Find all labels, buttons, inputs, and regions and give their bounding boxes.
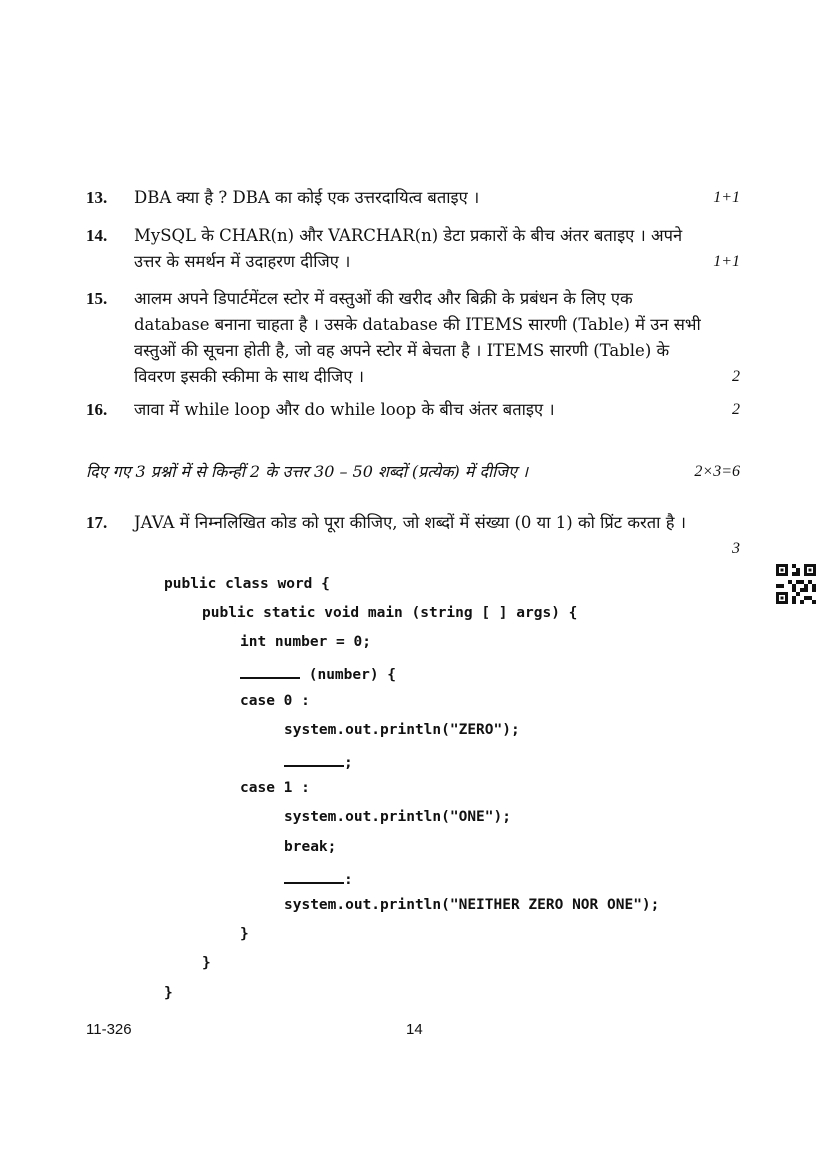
page-number: 14 [406, 1021, 423, 1038]
instruction-text: दिए गए 3 प्रश्नों में से किन्हीं 2 के उत्तर 30 – 50 शब्दों (प्रत्येक) में दीजिए । [86, 462, 529, 481]
question-text: DBA क्या है ? DBA का कोई एक उत्तरदायित्व बताइए । [134, 188, 480, 207]
question-16 [86, 397, 740, 423]
question-13 [86, 185, 740, 211]
question-text: JAVA में निम्नलिखित कोड को पूरा कीजिए, जो शब्दों में संख्या (0 या 1) को प्रिंट करता है । [134, 513, 686, 532]
fill-blank [284, 868, 344, 884]
code-line: } [202, 955, 211, 971]
section-instruction [86, 459, 740, 485]
code-line: public static void main (string [ ] args) { [202, 605, 578, 621]
code-line: system.out.println("ONE"); [284, 809, 511, 825]
fill-blank [240, 663, 300, 679]
question-text: जावा में while loop और do while loop के बीच अंतर बताइए । [134, 400, 555, 419]
question-text: MySQL के CHAR(n) और VARCHAR(n) डेटा प्रकारों के बीच अंतर बताइए । अपने उत्तर के समर्थन में उदाहरण दीजिए । [134, 226, 683, 271]
paper-code: 11-326 [86, 1021, 132, 1038]
question-14 [86, 223, 740, 275]
question-number: 14. [86, 226, 108, 245]
question-number: 15. [86, 289, 108, 308]
code-line: public class word { [164, 576, 330, 592]
fill-blank [284, 751, 344, 767]
code-line: break; [284, 839, 337, 855]
code-line: int number = 0; [240, 634, 371, 650]
question-number: 17. [86, 513, 108, 532]
code-text: (number) { [300, 667, 397, 683]
instruction-marks: 2×3=6 [694, 463, 740, 480]
code-text: : [344, 872, 353, 888]
code-line: system.out.println("NEITHER ZERO NOR ONE"); [284, 897, 660, 913]
code-line-blank [284, 868, 353, 888]
question-15 [86, 286, 740, 390]
question-number: 16. [86, 400, 108, 419]
question-17 [86, 510, 740, 562]
code-line: case 1 : [240, 780, 310, 796]
question-text: आलम अपने डिपार्टमेंटल स्टोर में वस्तुओं की खरीद और बिक्री के प्रबंधन के लिए एक database बनाना चाहता है । उसके database की ITEMS सारणी (Table) में उन सभी वस्तुओं की सूचना होती है, जो वह अपने स्टोर में बेचता है । ITEMS सारणी (Table) के विवरण इसकी स्कीमा के साथ दीजिए । [134, 289, 701, 386]
question-marks: 2 [732, 368, 740, 385]
qr-code-icon [776, 564, 816, 604]
question-number: 13. [86, 188, 108, 207]
question-marks: 3 [732, 540, 740, 557]
code-line: case 0 : [240, 693, 310, 709]
question-marks: 1+1 [713, 253, 740, 270]
code-line: } [240, 926, 249, 942]
code-line-switch [240, 663, 396, 683]
code-line: } [164, 985, 173, 1001]
question-marks: 2 [732, 401, 740, 418]
question-marks: 1+1 [713, 189, 740, 206]
code-line-blank [284, 751, 353, 771]
code-text: ; [344, 755, 353, 771]
code-line: system.out.println("ZERO"); [284, 722, 520, 738]
